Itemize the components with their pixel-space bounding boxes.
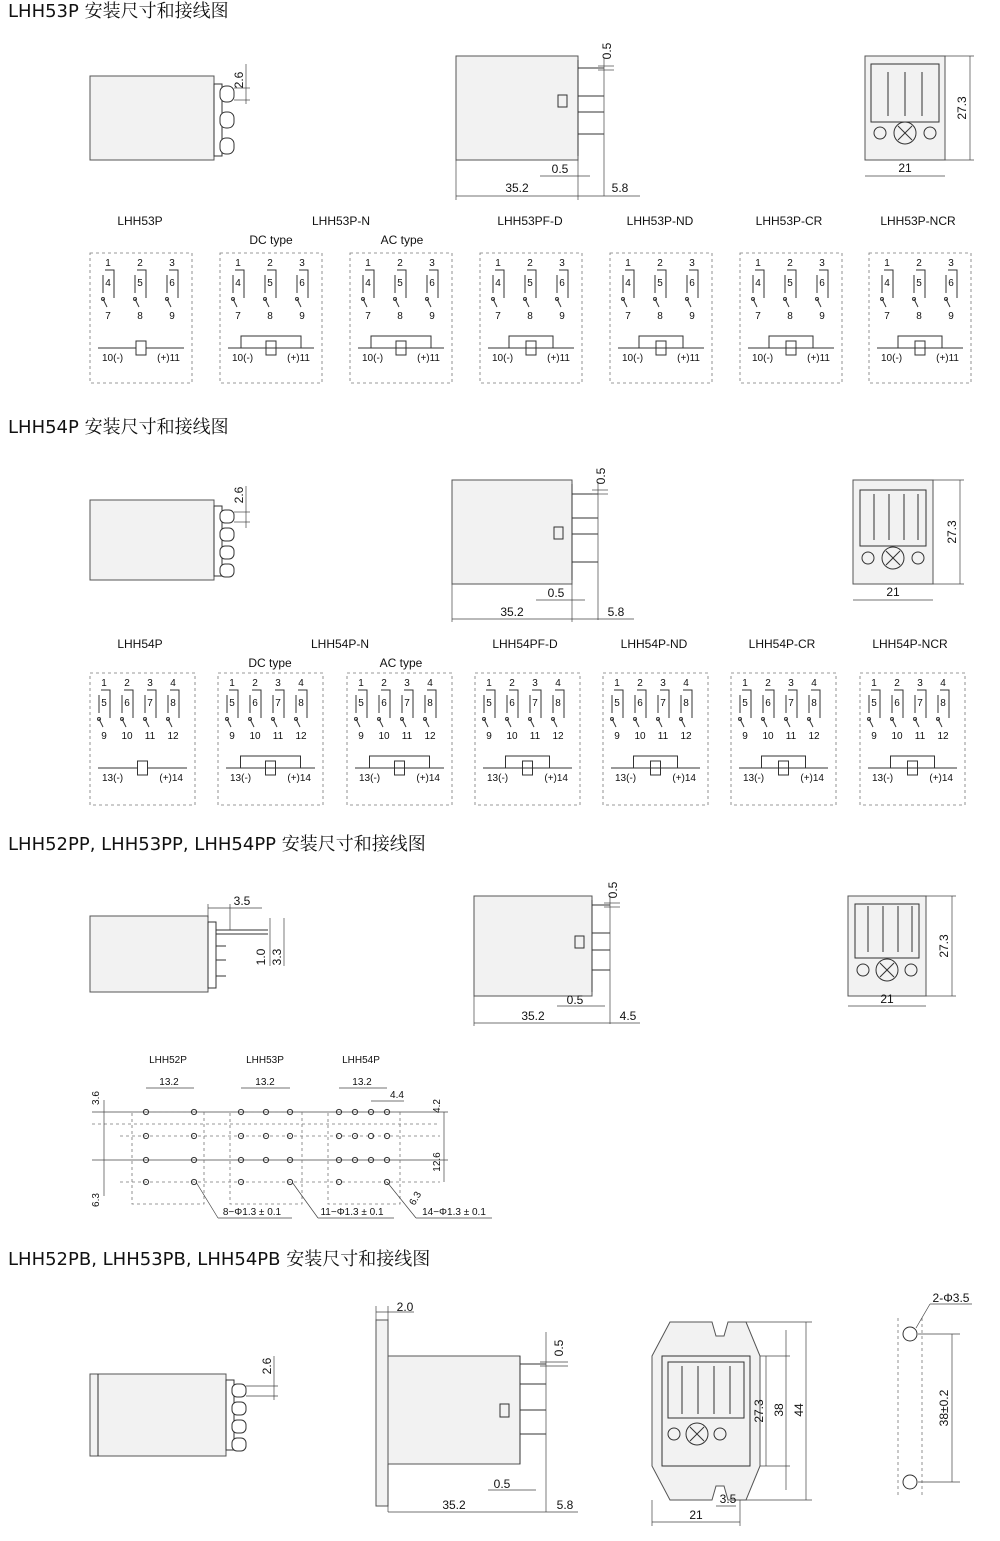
coil-terminal-label: (+)14 (800, 773, 824, 784)
terminal-label: 8 (137, 311, 143, 322)
terminal-label: 6 (765, 698, 771, 709)
coil-terminal-label: 10(-) (102, 353, 124, 364)
mounting-hole (903, 1327, 917, 1341)
terminal-label: 12 (295, 731, 307, 742)
coil-terminal-label: 13(-) (872, 773, 894, 784)
terminal-label: 11 (914, 731, 926, 742)
terminal-label: 3 (429, 258, 435, 269)
coil-terminal-label: 13(-) (102, 773, 124, 784)
coil-terminal-label: (+)14 (544, 773, 568, 784)
terminal-label: 12 (552, 731, 564, 742)
panel-mount-bottom-view (652, 1322, 812, 1526)
leader-line (916, 1304, 930, 1328)
coil-terminal-label: (+)14 (287, 773, 311, 784)
terminal-label: 4 (235, 278, 241, 289)
type-label: LHH54P-N (310, 637, 370, 651)
coil-terminal-label: 13(-) (230, 773, 252, 784)
coil-terminal-label: 13(-) (487, 773, 509, 784)
terminal-label: 11 (785, 731, 797, 742)
terminal-label: 7 (660, 698, 666, 709)
terminal-label: 7 (755, 311, 761, 322)
terminal-label: 8 (683, 698, 689, 709)
dc-type-label: DC type (249, 233, 293, 247)
section-title: LHH53P 安装尺寸和接线图 (8, 1, 229, 22)
terminal-label: 11 (657, 731, 669, 742)
terminal-label: 3 (559, 258, 565, 269)
coil-terminal-label: (+)14 (672, 773, 696, 784)
relay-body (90, 1374, 226, 1456)
terminal-label: 1 (486, 678, 492, 689)
hole-spec: 2-Φ3.5 (932, 1291, 970, 1305)
terminal-label: 9 (358, 731, 364, 742)
terminal-label: 6 (381, 698, 387, 709)
dimension-label: 35.2 (521, 1009, 545, 1023)
dc-type-label: DC type (248, 656, 292, 670)
terminal-label: 6 (252, 698, 258, 709)
relay-front-view (474, 881, 640, 1026)
relay-front-view (376, 1300, 578, 1512)
dimension-label: 21 (886, 585, 900, 599)
dimension-label: 21 (898, 161, 912, 175)
terminal-label: 8 (170, 698, 176, 709)
terminal-label: 4 (940, 678, 946, 689)
terminal-label: 9 (429, 311, 435, 322)
terminal-label: 2 (137, 258, 143, 269)
terminal-label: 6 (299, 278, 305, 289)
terminal-label: 9 (559, 311, 565, 322)
terminal-label: 9 (948, 311, 954, 322)
terminal-label: 1 (365, 258, 371, 269)
terminal-label: 5 (527, 278, 533, 289)
relay-body (456, 56, 578, 160)
terminal-label: 6 (429, 278, 435, 289)
terminal-label: 1 (101, 678, 107, 689)
terminal-label: 4 (683, 678, 689, 689)
terminal-label: 7 (365, 311, 371, 322)
wiring-diagram-row (90, 673, 965, 805)
dimension-label: 0.5 (493, 1477, 511, 1491)
terminal-label: 2 (397, 258, 403, 269)
terminal-label: 7 (532, 698, 538, 709)
relay-side-view (90, 486, 250, 580)
hole-spec: 14−Φ1.3 ± 0.1 (422, 1207, 486, 1218)
pin (232, 1438, 246, 1451)
terminal-label: 10 (634, 731, 646, 742)
type-label: LHH54P-ND (620, 637, 688, 651)
type-labels (117, 637, 948, 670)
relay-bottom-view (853, 480, 964, 600)
dimension-label: 27.3 (945, 520, 959, 544)
type-label: LHH53P (117, 214, 163, 228)
terminal-label: 6 (689, 278, 695, 289)
terminal-label: 2 (509, 678, 515, 689)
dimension-label: 0.5 (547, 586, 565, 600)
coil-terminal-label: (+)11 (547, 353, 570, 364)
terminal-label: 3 (169, 258, 175, 269)
terminal-label: 1 (884, 258, 890, 269)
dimension-label: 13.2 (352, 1077, 372, 1088)
type-label: LHH53PF-D (497, 214, 563, 228)
dimension-label: 3.3 (270, 948, 284, 966)
dimension-label: 2.6 (232, 486, 246, 504)
dimension-label: 44 (792, 1403, 806, 1417)
coil-terminal-label: 10(-) (752, 353, 774, 364)
section-title: LHH54P 安装尺寸和接线图 (8, 417, 229, 438)
terminal-label: 5 (101, 698, 107, 709)
terminal-label: 6 (637, 698, 643, 709)
terminal-label: 11 (272, 731, 284, 742)
panel-cutout-view (898, 1291, 972, 1496)
terminal-label: 12 (680, 731, 692, 742)
dimension-label: 0.5 (600, 42, 614, 60)
terminal-label: 8 (787, 311, 793, 322)
terminal-label: 2 (527, 258, 533, 269)
terminal-label: 9 (689, 311, 695, 322)
terminal-label: 6 (169, 278, 175, 289)
dimension-label: 3.5 (233, 894, 251, 908)
hole-spec: 11−Φ1.3 ± 0.1 (320, 1207, 384, 1218)
terminal-label: 5 (742, 698, 748, 709)
section-title: LHH52PP, LHH53PP, LHH54PP 安装尺寸和接线图 (8, 834, 426, 855)
dimension-label: 4.4 (390, 1090, 404, 1101)
terminal-label: 8 (940, 698, 946, 709)
relay-base (208, 922, 216, 988)
terminal-label: 9 (229, 731, 235, 742)
terminal-label: 1 (105, 258, 111, 269)
coil-terminal-label: (+)11 (157, 353, 180, 364)
dimension-label: 35.2 (442, 1498, 466, 1512)
pcb-name: LHH52P (149, 1055, 187, 1066)
leader-line (196, 1182, 218, 1218)
terminal-label: 11 (529, 731, 541, 742)
terminal-label: 2 (252, 678, 258, 689)
hole-spec: 8−Φ1.3 ± 0.1 (222, 1207, 282, 1218)
dimension-label: 2.0 (396, 1300, 414, 1314)
terminal-label: 8 (427, 698, 433, 709)
relay-front-view (452, 467, 634, 622)
terminal-label: 10 (762, 731, 774, 742)
pcb-name: LHH54P (342, 1055, 380, 1066)
coil-terminal-label: (+)11 (287, 353, 310, 364)
dimension-label: 6.3 (91, 1193, 102, 1207)
wiring-diagram-row (90, 253, 971, 383)
terminal-label: 3 (275, 678, 281, 689)
terminal-label: 7 (235, 311, 241, 322)
coil-terminal-label: 10(-) (622, 353, 644, 364)
terminal-label: 4 (105, 278, 111, 289)
dimension-label: 4.5 (619, 1009, 637, 1023)
terminal-label: 12 (167, 731, 179, 742)
dimension-label: 0.5 (606, 881, 620, 899)
terminal-label: 12 (424, 731, 436, 742)
dimension-label: 13.2 (159, 1077, 179, 1088)
pin (220, 510, 234, 523)
terminal-label: 8 (397, 311, 403, 322)
coil-terminal-label: 13(-) (359, 773, 381, 784)
terminal-label: 4 (884, 278, 890, 289)
dimension-label: 0.5 (594, 467, 608, 485)
terminal-label: 1 (235, 258, 241, 269)
terminal-label: 8 (916, 311, 922, 322)
terminal-label: 4 (427, 678, 433, 689)
terminal-label: 5 (916, 278, 922, 289)
terminal-label: 5 (137, 278, 143, 289)
terminal-label: 7 (105, 311, 111, 322)
terminal-label: 3 (660, 678, 666, 689)
relay-side-view (90, 894, 284, 992)
terminal-label: 7 (147, 698, 153, 709)
relay-bottom-view (848, 896, 956, 1006)
terminal-label: 3 (147, 678, 153, 689)
ac-type-label: AC type (379, 656, 423, 670)
terminal-label: 1 (495, 258, 501, 269)
terminal-label: 10 (506, 731, 518, 742)
terminal-label: 7 (884, 311, 890, 322)
pcb-holes (143, 1109, 389, 1184)
terminal-label: 3 (948, 258, 954, 269)
terminal-label: 8 (267, 311, 273, 322)
terminal-label: 8 (811, 698, 817, 709)
terminal-label: 2 (657, 258, 663, 269)
terminal-label: 3 (532, 678, 538, 689)
terminal-label: 11 (401, 731, 413, 742)
section-title: LHH52PB, LHH53PB, LHH54PB 安装尺寸和接线图 (8, 1249, 431, 1270)
terminal-label: 4 (811, 678, 817, 689)
dimension-label: 0.5 (566, 993, 584, 1007)
section-lhh54p (8, 417, 965, 805)
terminal-label: 11 (144, 731, 156, 742)
terminal-label: 9 (169, 311, 175, 322)
dimension-label: 2.6 (260, 1357, 274, 1375)
terminal-label: 10 (121, 731, 133, 742)
pin (232, 1420, 246, 1433)
terminal-label: 9 (299, 311, 305, 322)
terminal-label: 5 (486, 698, 492, 709)
coil-terminal-label: (+)11 (417, 353, 440, 364)
terminal-label: 4 (365, 278, 371, 289)
dimension-label: 3.5 (719, 1492, 737, 1506)
terminal-label: 5 (787, 278, 793, 289)
terminal-label: 8 (657, 311, 663, 322)
type-label: LHH54P-CR (748, 637, 816, 651)
coil (138, 761, 148, 775)
dimension-label: 27.3 (937, 934, 951, 958)
terminal-label: 10 (891, 731, 903, 742)
terminal-label: 7 (917, 698, 923, 709)
terminal-label: 6 (948, 278, 954, 289)
type-label: LHH53P-ND (626, 214, 694, 228)
dimension-label: 27.3 (955, 96, 969, 120)
terminal-label: 1 (229, 678, 235, 689)
coil-terminal-label: 13(-) (615, 773, 637, 784)
relay-body (90, 916, 208, 992)
coil-terminal-label: 10(-) (881, 353, 903, 364)
dimension-label: 35.2 (500, 605, 524, 619)
relay-base (853, 480, 933, 584)
terminal-label: 4 (555, 678, 561, 689)
type-label: LHH54P (117, 637, 163, 651)
terminal-label: 2 (787, 258, 793, 269)
terminal-label: 4 (495, 278, 501, 289)
pin (232, 1402, 246, 1415)
terminal-label: 1 (871, 678, 877, 689)
type-label: LHH53P-NCR (880, 214, 956, 228)
dimension-label: 0.5 (551, 162, 569, 176)
terminal-label: 10 (378, 731, 390, 742)
terminal-label: 5 (358, 698, 364, 709)
terminal-label: 9 (486, 731, 492, 742)
terminal-label: 1 (742, 678, 748, 689)
dimension-label: 5.8 (556, 1498, 574, 1512)
terminal-label: 9 (101, 731, 107, 742)
terminal-label: 3 (299, 258, 305, 269)
terminal-label: 4 (755, 278, 761, 289)
terminal-label: 4 (625, 278, 631, 289)
terminal-label: 6 (509, 698, 515, 709)
terminal-label: 2 (381, 678, 387, 689)
terminal-label: 6 (559, 278, 565, 289)
leader-line (292, 1182, 318, 1218)
terminal-label: 5 (871, 698, 877, 709)
dimension-label: 35.2 (505, 181, 529, 195)
terminal-label: 3 (689, 258, 695, 269)
type-labels (117, 214, 956, 247)
dimension-label: 5.8 (611, 181, 629, 195)
ac-type-label: AC type (380, 233, 424, 247)
terminal-label: 3 (788, 678, 794, 689)
pin (220, 546, 234, 559)
coil-terminal-label: 13(-) (743, 773, 765, 784)
pin (220, 564, 234, 577)
coil-terminal-label: 10(-) (232, 353, 254, 364)
type-label: LHH53P-CR (755, 214, 823, 228)
dimension-label: 5.8 (607, 605, 625, 619)
relay-side-view (90, 1356, 278, 1456)
terminal-label: 1 (358, 678, 364, 689)
coil-terminal-label: (+)14 (159, 773, 183, 784)
section-lhh53p (8, 1, 974, 383)
type-label: LHH54P-NCR (872, 637, 948, 651)
terminal-label: 2 (765, 678, 771, 689)
coil (136, 341, 146, 355)
relay-body (90, 500, 214, 580)
terminal-label: 2 (916, 258, 922, 269)
terminal-label: 5 (267, 278, 273, 289)
terminal-label: 7 (275, 698, 281, 709)
pin (232, 1384, 246, 1397)
section-pcb-pin (8, 834, 956, 1218)
type-label: LHH53P-N (311, 214, 371, 228)
terminal-label: 5 (397, 278, 403, 289)
dimension-label: 38±0.2 (937, 1389, 951, 1427)
terminal-label: 3 (917, 678, 923, 689)
coil-terminal-label: 10(-) (492, 353, 514, 364)
terminal-label: 12 (937, 731, 949, 742)
pin (220, 528, 234, 541)
terminal-label: 8 (555, 698, 561, 709)
dimension-label: 27.3 (752, 1399, 766, 1423)
terminal-label: 3 (819, 258, 825, 269)
terminal-label: 2 (267, 258, 273, 269)
coil-terminal-label: (+)14 (929, 773, 953, 784)
pcb-hole-layout (91, 1055, 492, 1218)
terminal-label: 6 (124, 698, 130, 709)
terminal-label: 8 (298, 698, 304, 709)
pin (220, 138, 234, 154)
dimension-label: 0.5 (552, 1339, 566, 1357)
dimension-label: 2.6 (232, 71, 246, 89)
coil-terminal-label: (+)11 (677, 353, 700, 364)
dimension-label: 1.0 (254, 948, 268, 966)
terminal-label: 12 (808, 731, 820, 742)
terminal-label: 1 (614, 678, 620, 689)
terminal-label: 4 (170, 678, 176, 689)
relay-bottom-view (865, 56, 974, 176)
terminal-label: 5 (614, 698, 620, 709)
coil-terminal-label: (+)11 (936, 353, 959, 364)
terminal-label: 7 (495, 311, 501, 322)
terminal-label: 5 (657, 278, 663, 289)
dimension-label: 21 (689, 1508, 703, 1522)
coil-terminal-label: (+)11 (807, 353, 830, 364)
pin (220, 112, 234, 128)
flange (376, 1320, 388, 1506)
terminal-label: 9 (871, 731, 877, 742)
section-panel-mount (8, 1249, 972, 1526)
terminal-label: 2 (637, 678, 643, 689)
terminal-label: 10 (249, 731, 261, 742)
dimension-label: 12.6 (432, 1152, 443, 1172)
terminal-label: 9 (614, 731, 620, 742)
dimension-label: 38 (772, 1403, 786, 1417)
type-label: LHH54PF-D (492, 637, 558, 651)
terminal-label: 4 (298, 678, 304, 689)
terminal-label: 9 (819, 311, 825, 322)
coil-terminal-label: (+)14 (416, 773, 440, 784)
terminal-label: 3 (404, 678, 410, 689)
terminal-label: 7 (404, 698, 410, 709)
terminal-label: 6 (819, 278, 825, 289)
relay-body (474, 896, 592, 996)
relay-side-view (90, 64, 250, 160)
dimension-label: 4.2 (432, 1099, 443, 1113)
terminal-label: 6 (894, 698, 900, 709)
terminal-label: 7 (788, 698, 794, 709)
terminal-label: 8 (527, 311, 533, 322)
dimension-label: 21 (880, 992, 894, 1006)
mounting-hole (903, 1475, 917, 1489)
terminal-label: 9 (742, 731, 748, 742)
terminal-label: 1 (625, 258, 631, 269)
coil-terminal-label: 10(-) (362, 353, 384, 364)
terminal-label: 7 (625, 311, 631, 322)
terminal-label: 2 (894, 678, 900, 689)
dimension-label: 13.2 (255, 1077, 275, 1088)
terminal-label: 5 (229, 698, 235, 709)
terminal-label: 2 (124, 678, 130, 689)
terminal-label: 1 (755, 258, 761, 269)
relay-body (90, 76, 214, 160)
relay-front-view (456, 42, 640, 200)
dimension-label: 6.3 (407, 1189, 425, 1208)
pcb-name: LHH53P (246, 1055, 284, 1066)
dimension-label: 3.6 (91, 1091, 102, 1105)
